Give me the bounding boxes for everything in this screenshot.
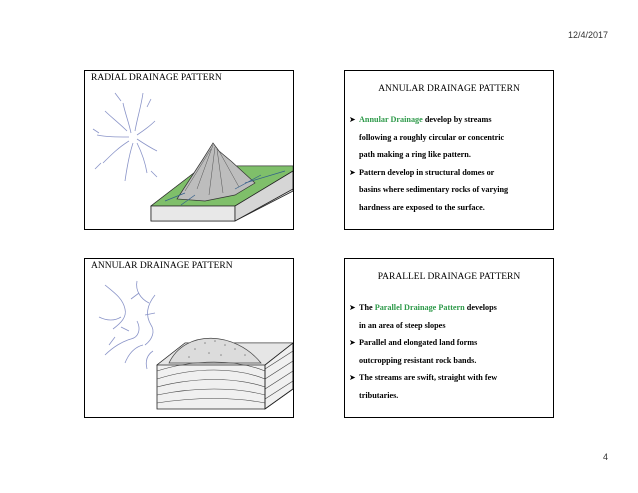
bullet-item — [349, 111, 549, 129]
bullet-text: Parallel and elongated land forms — [359, 338, 478, 347]
bullet-item — [349, 334, 549, 352]
slide-title: PARALLEL DRAINAGE PATTERN — [377, 272, 521, 282]
slide-body — [349, 299, 549, 404]
arrow-bullet-icon: ➤ — [349, 303, 356, 312]
slide-title: ANNULAR DRAINAGE PATTERN — [91, 261, 233, 271]
bullet-text: The streams are swift, straight with few — [359, 373, 498, 382]
bullet-text: path making a ring like pattern. — [359, 150, 471, 159]
slide-body — [349, 111, 549, 216]
bullet-item — [349, 369, 549, 387]
page-number: 4 — [602, 452, 608, 462]
arrow-bullet-icon: ➤ — [349, 373, 356, 382]
slide-annular-drainage-text — [344, 70, 554, 230]
slide-annular-drainage-image — [84, 258, 294, 418]
highlighted-term: Parallel Drainage Pattern — [374, 303, 465, 312]
bullet-text: develops — [464, 303, 497, 312]
arrow-bullet-icon: ➤ — [349, 167, 356, 177]
bullet-item — [349, 164, 549, 182]
bullet-text: tributaries. — [359, 390, 399, 400]
annular-drainage-illustration — [85, 259, 293, 417]
bullet-text: Pattern develop in structural domes or — [359, 167, 495, 177]
bullet-text: hardness are exposed to the surface. — [359, 202, 485, 212]
bullet-text: following a roughly circular or concentric — [359, 132, 505, 142]
highlighted-term: Annular Drainage — [359, 115, 423, 124]
bullet-item — [349, 299, 549, 317]
bullet-text: The — [359, 303, 375, 312]
arrow-bullet-icon: ➤ — [349, 115, 356, 124]
bullet-text: outcropping resistant rock bands. — [359, 355, 477, 365]
slide-title: RADIAL DRAINAGE PATTERN — [91, 73, 222, 83]
slide-parallel-drainage — [344, 258, 554, 418]
radial-drainage-illustration — [85, 71, 293, 229]
slide-title: ANNULAR DRAINAGE PATTERN — [378, 84, 520, 94]
bullet-text: basins where sedimentary rocks of varying — [359, 185, 509, 194]
slide-radial-drainage — [84, 70, 294, 230]
date-label: 12/4/2017 — [567, 30, 608, 40]
bullet-text: in an area of steep slopes — [359, 320, 446, 330]
bullet-text: develop by streams — [422, 115, 492, 124]
arrow-bullet-icon: ➤ — [349, 338, 356, 347]
